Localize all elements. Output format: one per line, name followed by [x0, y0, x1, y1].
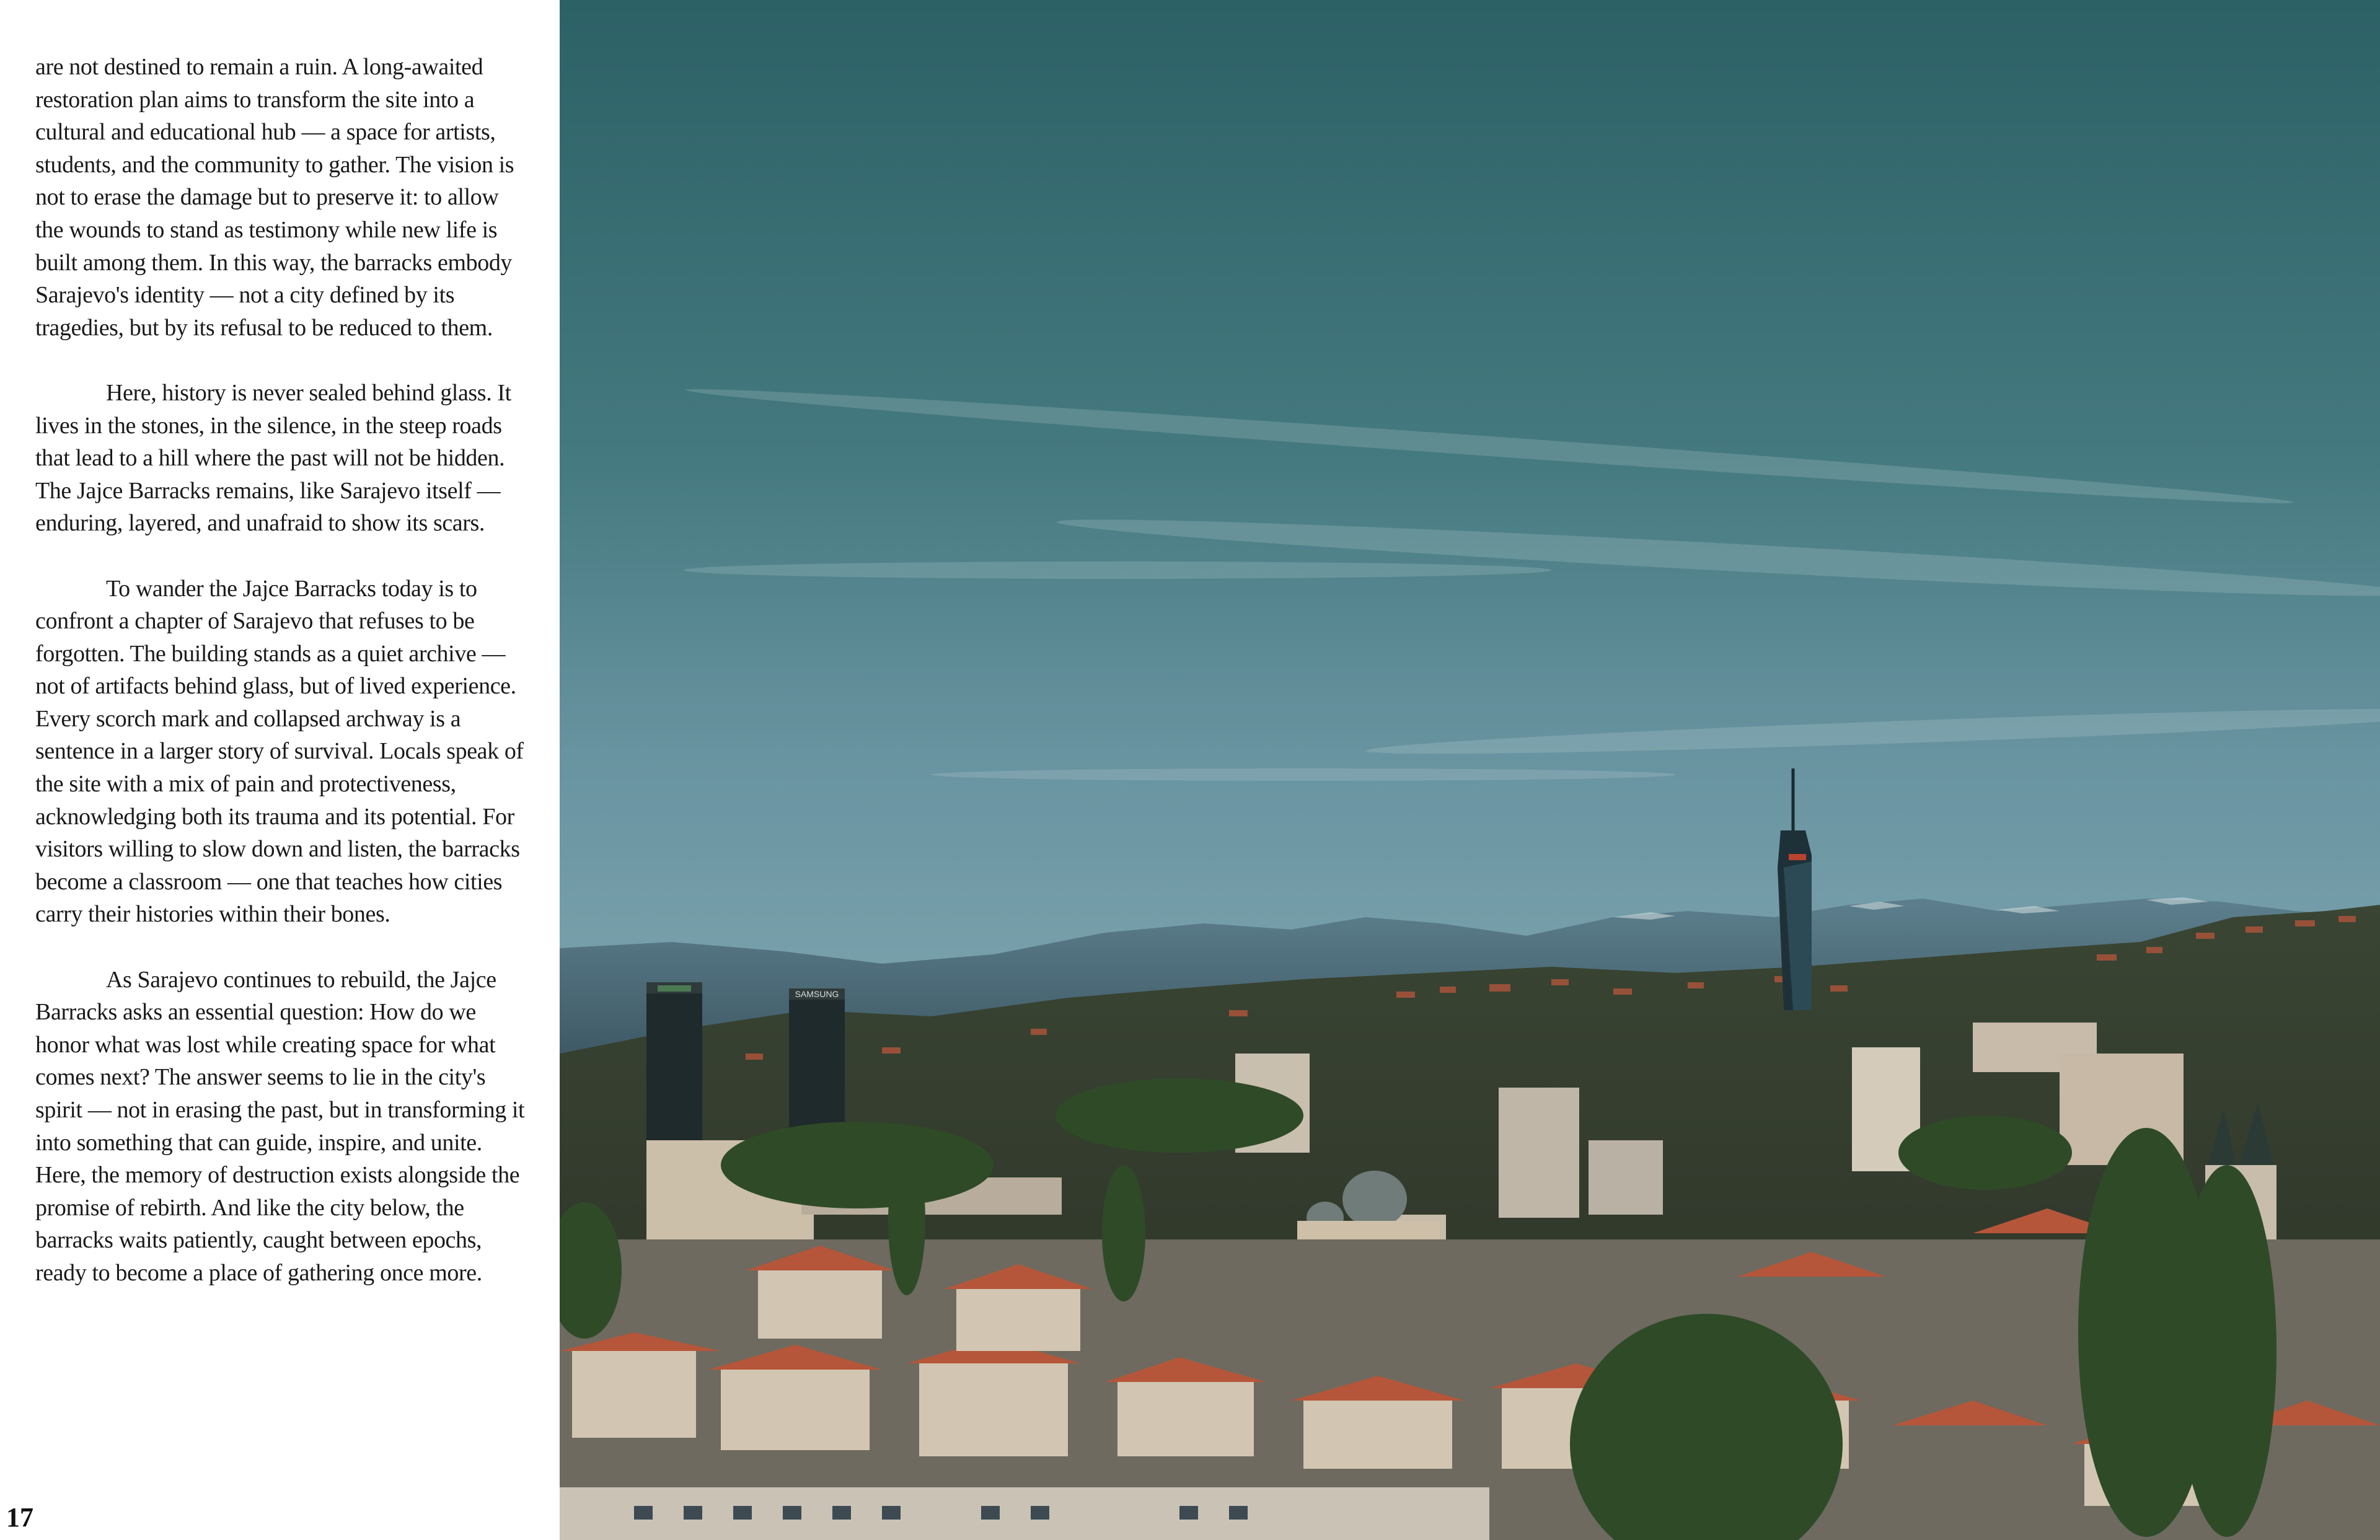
samsung-sign: SAMSUNG	[795, 989, 839, 999]
page-number: 17	[6, 1502, 33, 1533]
sky	[560, 0, 2380, 1004]
article-body	[35, 51, 525, 1322]
paragraph-3: To wander the Jajce Barracks today is to confront a chapter of Sarajevo that refuses to be forgotten. The building stands as a quiet archive — not of artifacts behind glass, but of lived experience. Every scorch mark and collapsed archway is a sentence in a larger story of survival. Locals speak of the site with a mix of pain and protectiveness, acknowledging both its trauma and its potential. For visitors willing to slow down and listen, the barracks become a classroom — one that teaches how cities carry their histories within their bones.	[35, 575, 524, 928]
paragraph-2: Here, history is never sealed behind glass. It lives in the stones, in the silence, in the steep roads that lead to a hill where the past will not be hidden. The Jajce Barracks remains, like Sarajevo itself — enduring, layered, and unafraid to show its scars.	[35, 379, 511, 537]
paragraph-1: are not destined to remain a ruin. A long-awaited restoration plan aims to transform the site into a cultural and educational hub — a space for artists, students, and the community to gather. The vision is not to erase the damage but to preserve it: to allow the wounds to stand as testimony while new life is built among them. In this way, the barracks embody Sarajevo's identity — not a city defined by its tragedies, but by its refusal to be reduced to them.	[35, 54, 514, 341]
text-column	[0, 0, 560, 1540]
city-skyline-photo	[560, 0, 2380, 1540]
paragraph-4: As Sarajevo continues to rebuild, the Jajce Barracks asks an essential question: How do we honor what was lost while creating space for what comes next? The answer seems to lie in the city's spirit — not in erasing the past, but in transforming it into something that can guide, inspire, and unite. Here, the memory of destruction exists alongside the promise of rebirth. And like the city below, the barracks waits patiently, caught between epochs, ready to become a place of gathering once more.	[35, 966, 525, 1286]
